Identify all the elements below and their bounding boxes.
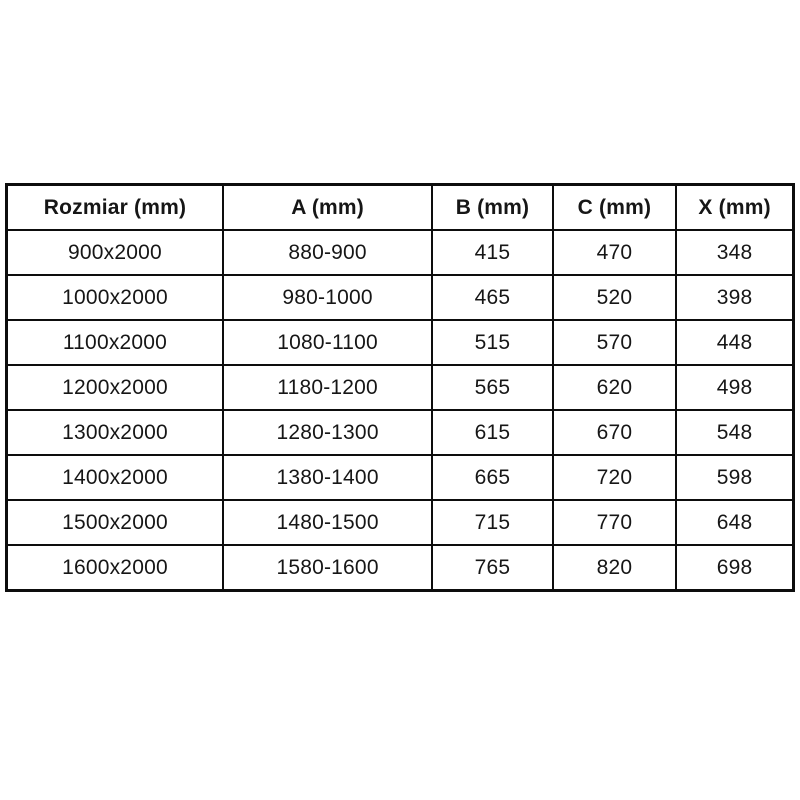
table-cell: 448 — [676, 320, 793, 365]
table-row — [7, 320, 794, 365]
table-cell: 1500x2000 — [7, 500, 223, 545]
table-cell: 565 — [432, 365, 552, 410]
table-cell: 1400x2000 — [7, 455, 223, 500]
table-cell: 570 — [553, 320, 677, 365]
table-cell: 980-1000 — [223, 275, 432, 320]
table-row — [7, 365, 794, 410]
table-header-row — [7, 185, 794, 231]
table-cell: 620 — [553, 365, 677, 410]
table-cell: 720 — [553, 455, 677, 500]
table-cell: 698 — [676, 545, 793, 591]
column-header-c: C (mm) — [553, 185, 677, 231]
table-cell: 765 — [432, 545, 552, 591]
table-row — [7, 410, 794, 455]
column-header-rozmiar: Rozmiar (mm) — [7, 185, 223, 231]
table-row — [7, 545, 794, 591]
table-cell: 770 — [553, 500, 677, 545]
table-cell: 665 — [432, 455, 552, 500]
table-cell: 1600x2000 — [7, 545, 223, 591]
table-cell: 498 — [676, 365, 793, 410]
column-header-x: X (mm) — [676, 185, 793, 231]
size-spec-table — [5, 183, 795, 592]
table-cell: 1000x2000 — [7, 275, 223, 320]
column-header-a: A (mm) — [223, 185, 432, 231]
table-cell: 820 — [553, 545, 677, 591]
table-cell: 1280-1300 — [223, 410, 432, 455]
table-cell: 465 — [432, 275, 552, 320]
table-cell: 1380-1400 — [223, 455, 432, 500]
table-row — [7, 500, 794, 545]
table-cell: 1080-1100 — [223, 320, 432, 365]
table-cell: 1300x2000 — [7, 410, 223, 455]
table-cell: 470 — [553, 230, 677, 275]
table-cell: 1580-1600 — [223, 545, 432, 591]
table-cell: 548 — [676, 410, 793, 455]
table-cell: 670 — [553, 410, 677, 455]
table-cell: 415 — [432, 230, 552, 275]
table-cell: 348 — [676, 230, 793, 275]
table-cell: 1180-1200 — [223, 365, 432, 410]
column-header-b: B (mm) — [432, 185, 552, 231]
table-cell: 1200x2000 — [7, 365, 223, 410]
table-cell: 880-900 — [223, 230, 432, 275]
table-row — [7, 455, 794, 500]
table-cell: 515 — [432, 320, 552, 365]
table-row — [7, 230, 794, 275]
table-cell: 900x2000 — [7, 230, 223, 275]
table-cell: 598 — [676, 455, 793, 500]
table-cell: 715 — [432, 500, 552, 545]
table-cell: 648 — [676, 500, 793, 545]
table-row — [7, 275, 794, 320]
table-cell: 520 — [553, 275, 677, 320]
table-cell: 1480-1500 — [223, 500, 432, 545]
table-cell: 615 — [432, 410, 552, 455]
table-cell: 398 — [676, 275, 793, 320]
table-cell: 1100x2000 — [7, 320, 223, 365]
